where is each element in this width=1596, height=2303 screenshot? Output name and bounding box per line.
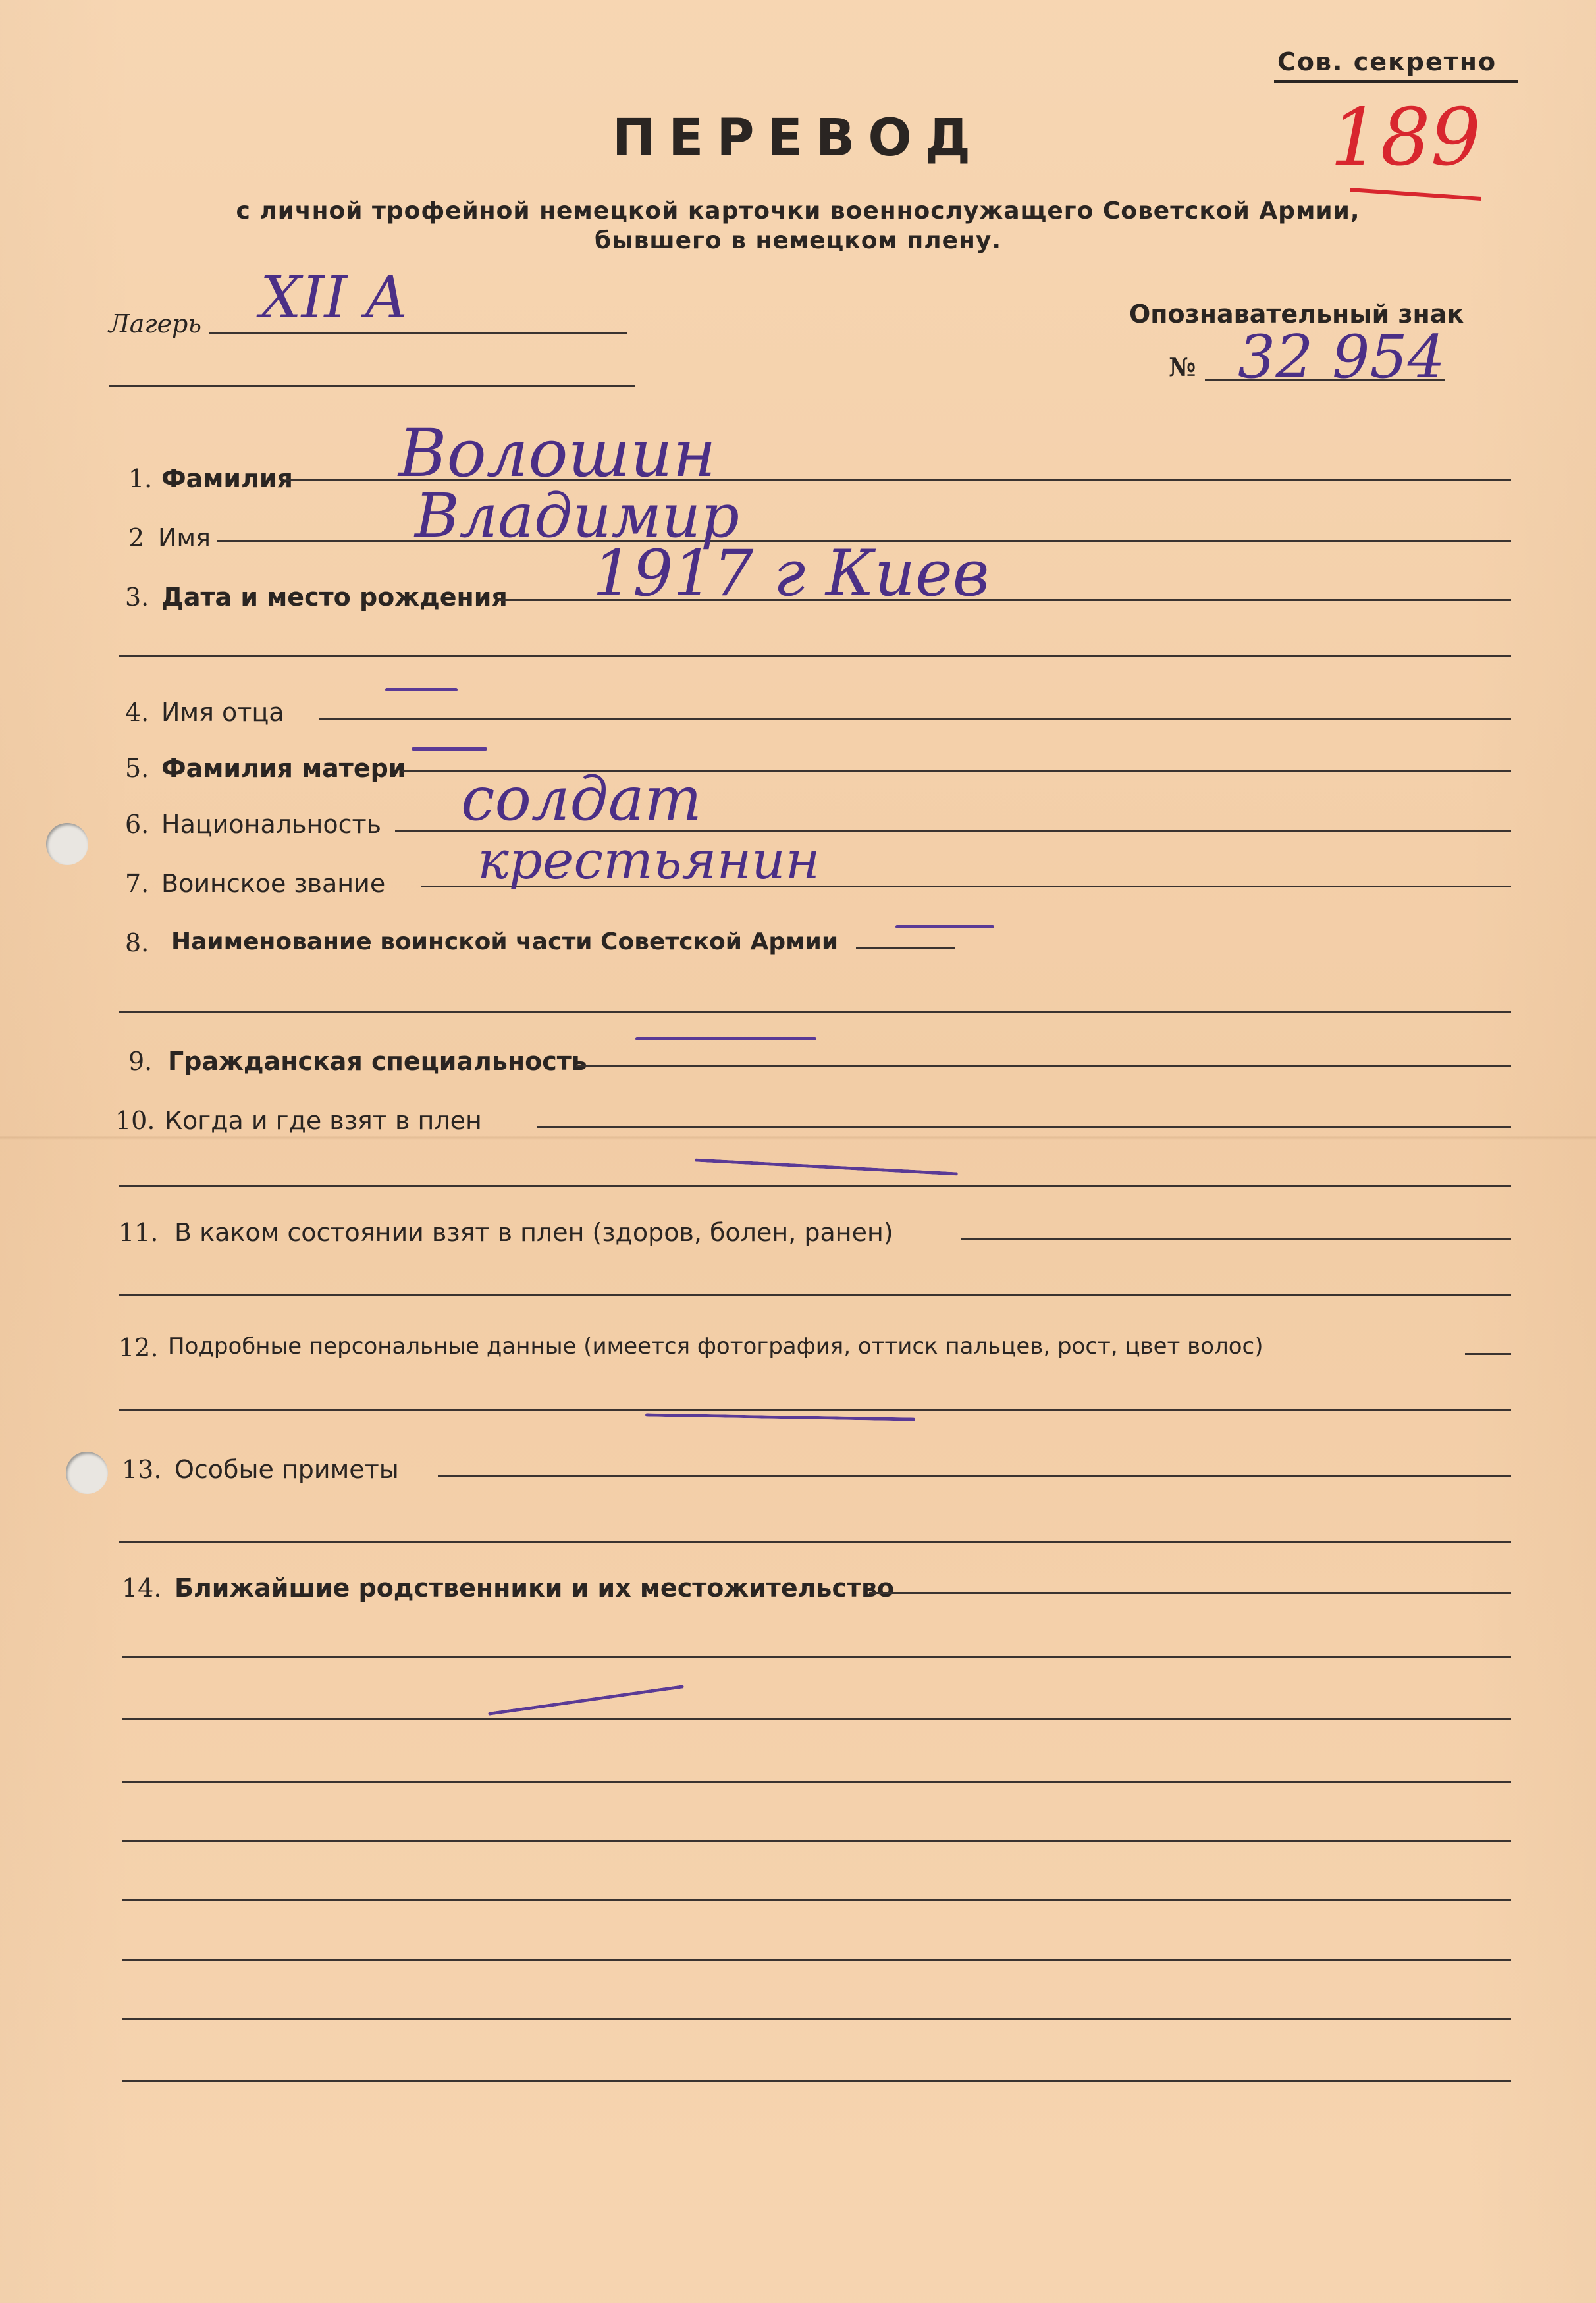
- camp-label: Лагерь: [109, 309, 202, 338]
- field-3-number: 3.: [125, 583, 149, 612]
- field-12-number: 12.: [119, 1333, 159, 1362]
- field-12-line-2: [119, 1409, 1511, 1411]
- field-7-number: 7.: [125, 869, 149, 898]
- punch-hole-bottom: [66, 1452, 108, 1494]
- red-pencil-number: 189: [1330, 92, 1481, 184]
- document-subtitle-line-2: бывшего в немецком плену.: [594, 227, 1002, 254]
- field-2-number: 2: [128, 523, 145, 552]
- blank-line: [122, 1899, 1511, 1901]
- blank-line: [122, 2018, 1511, 2020]
- field-8-line-2: [119, 1011, 1511, 1013]
- field-10-label: Когда и где взят в плен: [165, 1106, 482, 1135]
- field-14-value-stroke: [488, 1685, 684, 1716]
- field-8-number: 8.: [125, 928, 149, 957]
- paper-fold: [0, 1136, 1596, 1140]
- field-12-value-stroke: [645, 1413, 915, 1421]
- field-1-label: Фамилия: [161, 464, 293, 493]
- field-9-value-dash: [635, 1037, 816, 1040]
- field-4-value-dash: [385, 688, 458, 691]
- id-mark-value: 32 954: [1238, 323, 1445, 392]
- camp-line-2: [109, 385, 635, 387]
- field-7-label: Воинское звание: [161, 869, 386, 898]
- id-mark-label: Опознавательный знак: [1129, 300, 1464, 329]
- field-14-number: 14.: [122, 1574, 162, 1602]
- field-13-number: 13.: [122, 1455, 162, 1484]
- field-9-number: 9.: [128, 1047, 153, 1076]
- field-4-label: Имя отца: [161, 698, 284, 727]
- field-9-line: [576, 1065, 1511, 1067]
- field-12-line: [1465, 1353, 1511, 1355]
- field-1-value: Волошин: [398, 415, 716, 492]
- field-2-value: Владимир: [415, 481, 740, 551]
- field-3-line-2: [119, 655, 1511, 657]
- field-11-line-2: [119, 1294, 1511, 1296]
- field-10-line-2: [119, 1185, 1511, 1187]
- field-10-value-stroke: [695, 1159, 958, 1176]
- blank-line: [122, 2080, 1511, 2082]
- field-13-label: Особые приметы: [174, 1455, 399, 1484]
- field-10-number: 10.: [115, 1106, 155, 1135]
- field-13-line: [438, 1475, 1511, 1477]
- field-14-line: [869, 1592, 1511, 1594]
- camp-line: [209, 332, 627, 334]
- field-11-label: В каком состоянии взят в плен (здоров, болен, ранен): [174, 1218, 893, 1247]
- punch-hole-top: [46, 823, 88, 865]
- blank-line: [122, 1656, 1511, 1658]
- camp-value: XII A: [260, 263, 408, 331]
- field-10-line: [537, 1126, 1511, 1128]
- field-12-label: Подробные персональные данные (имеется фотография, оттиск пальцев, рост, цвет волос): [168, 1333, 1264, 1360]
- field-4-line: [319, 718, 1511, 720]
- field-5-value-dash: [412, 747, 487, 751]
- field-13-line-2: [119, 1541, 1511, 1543]
- field-6-label: Национальность: [161, 810, 382, 839]
- document-title: ПЕРЕВОД: [612, 109, 984, 168]
- field-11-number: 11.: [119, 1218, 159, 1247]
- classification-stamp: Сов. секретно: [1277, 47, 1497, 76]
- field-8-line: [856, 947, 955, 949]
- field-14-label: Ближайшие родственники и их местожительство: [174, 1574, 895, 1602]
- classification-underline: [1274, 80, 1518, 83]
- field-8-label: Наименование воинской части Советской Армии: [171, 928, 839, 955]
- field-4-number: 4.: [125, 698, 149, 727]
- blank-line: [122, 1840, 1511, 1842]
- blank-line: [122, 1959, 1511, 1961]
- field-11-line: [961, 1238, 1511, 1240]
- field-6-value: солдат: [461, 764, 702, 834]
- field-9-label: Гражданская специальность: [168, 1047, 587, 1076]
- blank-line: [122, 1718, 1511, 1720]
- field-3-value: 1917 г Киев: [593, 537, 990, 610]
- field-5-label: Фамилия матери: [161, 754, 406, 783]
- field-5-number: 5.: [125, 754, 149, 783]
- id-mark-number-prefix: №: [1169, 352, 1196, 382]
- field-3-label: Дата и место рождения: [161, 583, 508, 612]
- document-subtitle-line-1: с личной трофейной немецкой карточки военнослужащего Советской Армии,: [236, 198, 1360, 225]
- field-7-value: крестьянин: [477, 830, 820, 891]
- field-1-number: 1.: [128, 464, 153, 493]
- field-6-number: 6.: [125, 810, 149, 839]
- field-2-label: Имя: [158, 523, 211, 552]
- field-8-value-dash: [895, 925, 994, 928]
- blank-line: [122, 1781, 1511, 1783]
